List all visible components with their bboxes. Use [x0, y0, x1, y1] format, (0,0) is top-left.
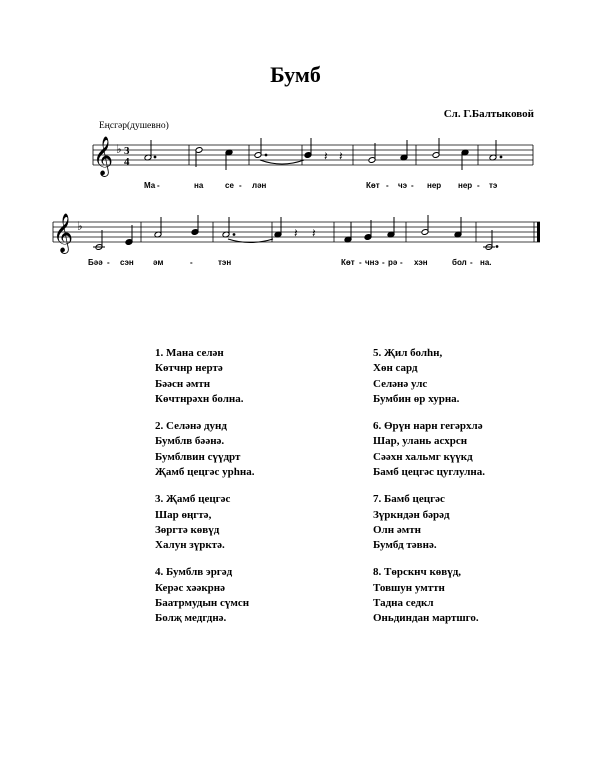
- lyric-syllable: лән: [252, 181, 267, 190]
- verse-line: Көтчнр нертә: [155, 362, 223, 375]
- lyric-syllable: сэн: [120, 258, 134, 267]
- lyric-syllable: на: [194, 181, 204, 190]
- verse-line: Бумбд тәвнә.: [373, 539, 437, 552]
- verse-line: Сәәхн хальмг күүкд: [373, 450, 473, 463]
- lyric-syllable: бол: [452, 258, 467, 267]
- lyric-syllable: Ма: [144, 181, 156, 190]
- verse-line: 5. Җил болһн,: [373, 347, 443, 359]
- lyric-hyphen: -: [239, 181, 242, 190]
- stanza: [373, 419, 485, 481]
- quarter-rest-icon: 𝄽: [339, 149, 343, 163]
- treble-clef-icon: 𝄞: [53, 213, 74, 253]
- verse-line: Бәәсн әмтн: [155, 377, 211, 390]
- lyric-hyphen: -: [386, 181, 389, 190]
- verse-line: Болҗ медгднә.: [155, 612, 227, 625]
- verse-line: Зөргтә көвүд: [155, 523, 220, 536]
- lyric-hyphen: -: [190, 258, 193, 267]
- verses-left-column: [155, 346, 255, 638]
- verse-line: 8. Төрскнч көвүд,: [373, 566, 462, 579]
- verse-line: Бамб цецгәс цуглулна.: [373, 466, 486, 479]
- flat-key-signature: ♭: [116, 142, 122, 156]
- lyric-hyphen: -: [157, 181, 160, 190]
- verse-line: Тадна седкл: [373, 596, 434, 609]
- flat-key-signature: ♭: [77, 219, 83, 233]
- verse-line: Оньдиндан мартшго.: [373, 612, 479, 625]
- verse-line: Бумблвин сүүдрт: [155, 450, 241, 463]
- lyric-syllable: хэн: [414, 258, 428, 267]
- verse-line: Халун зүрктә.: [155, 539, 225, 552]
- lyric-syllable: на.: [480, 258, 492, 267]
- lyric-syllable: чэ: [398, 181, 408, 190]
- verse-line: Керәс хәәкрнә: [155, 581, 226, 594]
- verse-line: Бумбин өр хурна.: [373, 393, 460, 406]
- lyric-hyphen: -: [382, 258, 385, 267]
- verse-line: 3. Җамб цецгәс: [155, 493, 231, 506]
- music-staff-2: [0, 208, 591, 260]
- treble-clef-icon: 𝄞: [93, 136, 114, 176]
- lyric-syllable: се: [225, 181, 234, 190]
- time-signature-top: 3: [124, 145, 130, 157]
- verse-line: Шар, улань асхрсн: [373, 435, 468, 448]
- verse-line: Җамб цецгәс урһна.: [155, 466, 255, 479]
- verse-line: Товшун умттн: [373, 581, 445, 594]
- verse-line: 2. Селәнә дунд: [155, 420, 227, 433]
- lyric-hyphen: -: [107, 258, 110, 267]
- stanza: [373, 565, 485, 627]
- lyric-syllable: әм: [153, 258, 164, 267]
- verse-line: Хөн сард: [373, 362, 418, 375]
- notes-system-2: [93, 215, 282, 250]
- lyric-syllable: нер: [427, 181, 442, 190]
- stanza: [155, 419, 255, 481]
- lyric-hyphen: -: [359, 258, 362, 267]
- stanza: [373, 492, 485, 554]
- lyric-syllable: тэ: [489, 181, 498, 190]
- stanza: [155, 565, 255, 627]
- lyric-syllable: тэн: [218, 258, 232, 267]
- lyric-hyphen: -: [477, 181, 480, 190]
- verse-line: 4. Бумблв эргәд: [155, 566, 233, 579]
- verse-line: 7. Бамб цецгәс: [373, 493, 445, 506]
- time-signature-bottom: 4: [124, 156, 130, 168]
- song-title: Бумб: [270, 62, 321, 87]
- lyric-syllable: Бәә: [88, 258, 103, 267]
- verses-right-column: [373, 346, 485, 638]
- quarter-rest-icon: 𝄽: [294, 226, 298, 240]
- lyric-syllable: рә: [388, 258, 398, 267]
- lyric-hyphen: -: [411, 181, 414, 190]
- stanza: [373, 346, 485, 408]
- verse-line: Көчтнрәхн болна.: [155, 393, 244, 406]
- verse-line: Зүркндән бәрәд: [373, 508, 450, 521]
- lyric-hyphen: -: [400, 258, 403, 267]
- music-staff-1: [0, 130, 591, 180]
- quarter-rest-icon: 𝄽: [312, 226, 316, 240]
- stanza: [155, 346, 255, 408]
- verse-line: 6. Өрүн нарн гегәрхлә: [373, 420, 483, 433]
- lyric-syllable: чнэ: [365, 258, 379, 267]
- lyric-hyphen: -: [470, 258, 473, 267]
- tempo-marking: Еңсгәр(душевно): [99, 121, 169, 131]
- lyrics-author: Сл. Г.Балтыковой: [443, 108, 534, 120]
- quarter-rest-icon: 𝄽: [324, 149, 328, 163]
- lyric-syllable: нер: [458, 181, 473, 190]
- lyric-syllable: Көт: [366, 181, 380, 190]
- stanza: [155, 492, 255, 554]
- verse-line: 1. Мана селән: [155, 347, 224, 359]
- verse-line: Шар өңгтә,: [155, 508, 212, 521]
- verse-line: Олн әмтн: [373, 523, 421, 536]
- lyric-syllable: Көт: [341, 258, 355, 267]
- verse-line: Селәнә улс: [373, 377, 428, 390]
- verse-line: Баатрмудын сүмсн: [155, 596, 250, 609]
- verse-line: Бумблв бәәнә.: [155, 435, 225, 448]
